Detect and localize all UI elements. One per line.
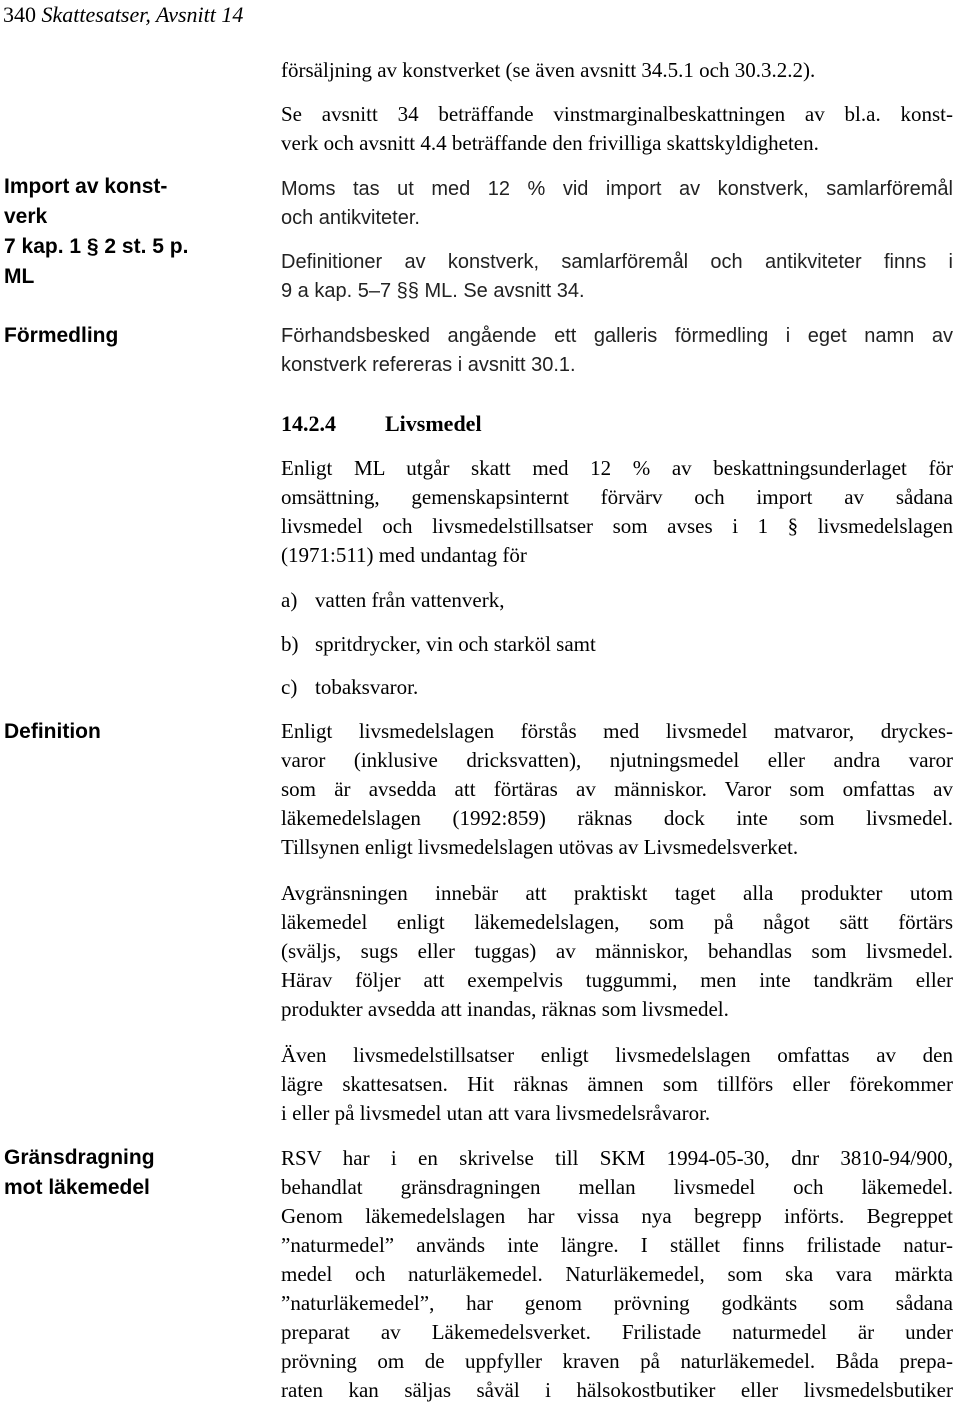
list-item xyxy=(281,673,418,702)
margin-note-formedling xyxy=(4,321,224,351)
text-line: lägre skattesatsen. Hit räknas ämnen som tillförs eller förekommer xyxy=(281,1072,953,1096)
text-line: konstverk refereras i avsnitt 30.1. xyxy=(281,354,576,376)
body-paragraph-2 xyxy=(281,717,953,862)
margin-note-line: ML xyxy=(4,265,35,288)
text-line: preparat av Läkemedelsverket. Frilistade naturmedel är under xyxy=(281,1320,953,1344)
list-item xyxy=(281,586,505,615)
list-marker: a) xyxy=(281,588,298,612)
text-line: Förhandsbesked angående ett galleris förmedling i eget namn av xyxy=(281,325,953,347)
text-line: omsättning, gemenskapsinternt förvärv och import av sådana xyxy=(281,485,953,509)
section-number: 14.2.4 xyxy=(281,411,336,436)
text-line: varor (inklusive dricksvatten), njutningsmedel eller andra varor xyxy=(281,748,953,772)
text-line: Enligt livsmedelslagen förstås med livsmedel matvaror, dryckes- xyxy=(281,719,953,743)
section-title: Skattesatser, Avsnitt 14 xyxy=(41,2,244,27)
margin-note-line: Förmedling xyxy=(4,324,119,347)
text-line: Genom läkemedelslagen har vissa nya begrepp införts. Begreppet xyxy=(281,1204,953,1228)
text-line: Definitioner av konstverk, samlarföremål och antikviteter finns i xyxy=(281,251,953,273)
list-text: spritdrycker, vin och starköl samt xyxy=(315,632,596,656)
text-line: 9 a kap. 5–7 §§ ML. Se avsnitt 34. xyxy=(281,280,585,302)
text-line: (sväljs, sugs eller tuggas) av människor, behandlas som livsmedel. xyxy=(281,939,953,963)
margin-note-line: verk xyxy=(4,205,48,228)
margin-note-line: mot läkemedel xyxy=(4,1176,150,1199)
text-line: livsmedel och livsmedelstillsatser som avses i 1 § livsmedelslagen xyxy=(281,514,953,538)
body-paragraph-3 xyxy=(281,879,953,1024)
text-line: Enligt ML utgår skatt med 12 % av beskattningsunderlaget för xyxy=(281,456,953,480)
body-paragraph-1 xyxy=(281,454,953,570)
text-line: medel och naturläkemedel. Naturläkemedel, som ska vara märkta xyxy=(281,1262,953,1286)
text-line: Avgränsningen innebär att praktiskt taget alla produkter utom xyxy=(281,881,953,905)
list-text: vatten från vattenverk, xyxy=(315,588,505,612)
margin-note-definition xyxy=(4,717,224,747)
margin-note-line: Import av konst- xyxy=(4,175,168,198)
section-heading-title: Livsmedel xyxy=(385,411,482,436)
intro-paragraph-2 xyxy=(281,100,953,158)
intro-paragraph-3 xyxy=(281,175,953,233)
list-marker: c) xyxy=(281,675,298,699)
text-line: ”naturläkemedel”, har genom prövning godkänts som sådana xyxy=(281,1291,953,1315)
text-line: läkemedelslagen (1992:859) räknas dock inte som livsmedel. xyxy=(281,806,953,830)
text-line: och antikviteter. xyxy=(281,207,420,229)
list-marker: b) xyxy=(281,632,299,656)
text-line: i eller på livsmedel utan att vara livsmedelsråvaror. xyxy=(281,1101,711,1125)
text-line: Se avsnitt 34 beträffande vinstmarginalbeskattningen av bl.a. konst- xyxy=(281,102,953,126)
section-heading xyxy=(281,409,482,439)
text-line: produkter avsedda att inandas, räknas som livsmedel. xyxy=(281,997,729,1021)
text-line: Moms tas ut med 12 % vid import av konstverk, samlarföremål xyxy=(281,178,953,200)
intro-paragraph-1 xyxy=(281,56,953,85)
text-line: verk och avsnitt 4.4 beträffande den frivilliga skattskyldigheten. xyxy=(281,131,819,155)
body-paragraph-5 xyxy=(281,1144,953,1405)
margin-note-import xyxy=(4,172,224,292)
text-line: Tillsynen enligt livsmedelslagen utövas av Livsmedelsverket. xyxy=(281,835,799,859)
text-line: raten kan säljas såväl i hälsokostbutiker eller livsmedelsbutiker xyxy=(281,1378,953,1402)
margin-note-gransdragning xyxy=(4,1143,224,1203)
intro-paragraph-5 xyxy=(281,322,953,380)
text-line: behandlat gränsdragningen mellan livsmedel och läkemedel. xyxy=(281,1175,953,1199)
running-header xyxy=(3,2,243,28)
text-line: som är avsedda att förtäras av människor. Varor som omfattas av xyxy=(281,777,953,801)
text-line: ”naturmedel” används inte längre. I stället finns frilistade natur- xyxy=(281,1233,953,1257)
intro-paragraph-4 xyxy=(281,248,953,306)
margin-note-line: Definition xyxy=(4,720,101,743)
list-item xyxy=(281,630,596,659)
text-line: Härav följer att exempelvis tuggummi, men inte tandkräm eller xyxy=(281,968,953,992)
margin-note-line: 7 kap. 1 § 2 st. 5 p. xyxy=(4,235,189,258)
text-line: RSV har i en skrivelse till SKM 1994-05-30, dnr 3810-94/900, xyxy=(281,1146,953,1170)
page-number: 340 xyxy=(3,2,36,27)
text-line: läkemedel enligt läkemedelslagen, som på något sätt förtärs xyxy=(281,910,953,934)
text-line: försäljning av konstverket (se även avsnitt 34.5.1 och 30.3.2.2). xyxy=(281,58,816,82)
body-paragraph-4 xyxy=(281,1041,953,1128)
text-line: Även livsmedelstillsatser enligt livsmedelslagen omfattas av den xyxy=(281,1043,953,1067)
text-line: (1971:511) med undantag för xyxy=(281,543,527,567)
text-line: prövning om de uppfyller kraven på naturläkemedel. Båda prepa- xyxy=(281,1349,953,1373)
list-text: tobaksvaror. xyxy=(315,675,419,699)
margin-note-line: Gränsdragning xyxy=(4,1146,155,1169)
